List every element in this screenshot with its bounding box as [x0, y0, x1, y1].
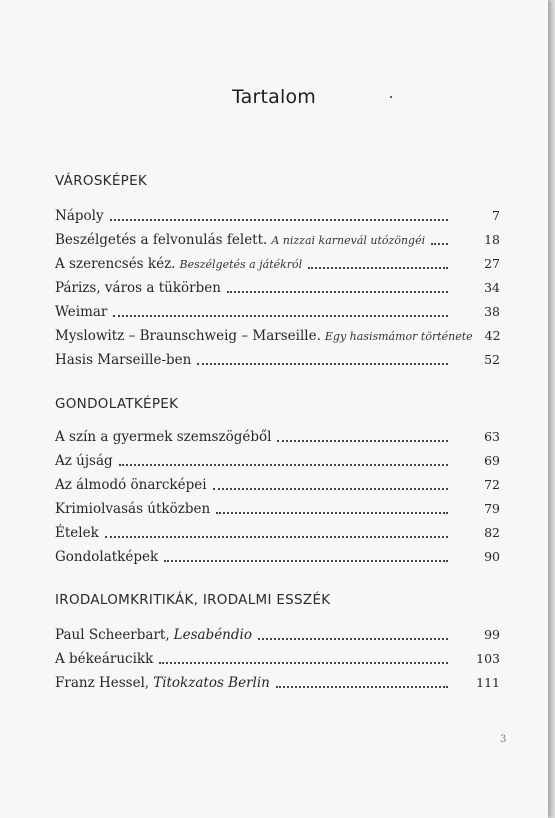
entry-page: 63 [484, 429, 500, 444]
entry-page: 82 [484, 525, 500, 540]
entry-subtitle: A nizzai karnevál utózöngéi [271, 234, 426, 247]
entry-title: Ételek [55, 525, 99, 541]
toc-entry [55, 206, 500, 226]
leader-dots [216, 511, 448, 514]
toc-entry [55, 547, 500, 567]
toc-entry [55, 230, 500, 250]
entry-page: 34 [484, 280, 500, 295]
entry-title: Nápoly [55, 208, 104, 224]
entry-page: 42 [484, 328, 501, 343]
entry-subtitle: Beszélgetés a játékról [179, 258, 303, 271]
page-number: 3 [500, 734, 507, 745]
toc-entry [55, 254, 500, 274]
entry-page: 90 [484, 549, 500, 564]
section-heading-varoskepek: VÁROSKÉPEK [55, 173, 148, 189]
toc-entry [55, 523, 500, 543]
entry-subtitle: Egy hasismámor története [324, 330, 473, 343]
toc-entry [55, 475, 500, 495]
toc-entry [55, 625, 500, 645]
toc-entry [55, 649, 500, 669]
leader-dots [227, 290, 448, 293]
entry-title: Hasis Marseille-ben [55, 352, 192, 368]
entry-page: 103 [476, 651, 500, 666]
entry-page: 99 [484, 627, 500, 642]
toc-entry [55, 302, 500, 322]
section-heading-irodalomkritikak: IRODALOMKRITIKÁK, IRODALMI ESSZÉK [55, 592, 331, 608]
entry-title: Párizs, város a tükörben [55, 280, 221, 296]
entry-title: Weimar [55, 304, 108, 320]
entry-title: A szín a gyermek szemszögéből [55, 429, 272, 445]
entry-page: 111 [476, 675, 500, 690]
toc-entry [55, 451, 500, 471]
entry-title: Az újság [55, 453, 113, 469]
toc-entry [55, 278, 500, 298]
leader-dots [258, 637, 448, 640]
entry-work: Titokzatos Berlin [153, 675, 270, 691]
leader-dots [431, 242, 448, 245]
entry-work: Lesabéndio [173, 627, 252, 643]
entry-page: 27 [484, 256, 500, 271]
toc-entry [55, 499, 500, 519]
toc-entry [55, 673, 500, 693]
entry-page: 72 [484, 477, 500, 492]
leader-dots [197, 362, 448, 365]
ink-speck [390, 96, 392, 98]
entry-title: Beszélgetés a felvonulás felett. [55, 232, 268, 248]
leader-dots [213, 487, 448, 490]
entry-page: 52 [484, 352, 500, 367]
entry-page: 18 [484, 232, 500, 247]
entry-title: Gondolatképek [55, 549, 159, 565]
section-heading-gondolatkepek: GONDOLATKÉPEK [55, 396, 179, 412]
leader-dots [119, 463, 448, 466]
leader-dots [105, 535, 448, 538]
entry-title: Myslowitz – Braunschweig – Marseille. [55, 328, 321, 344]
entry-page: 79 [484, 501, 500, 516]
leader-dots [110, 218, 448, 221]
entry-title: A szerencsés kéz. [55, 256, 176, 272]
leader-dots [308, 266, 448, 269]
leader-dots [276, 685, 448, 688]
toc-entry [55, 326, 500, 346]
leader-dots [277, 439, 448, 442]
entry-page: 7 [492, 208, 500, 223]
leader-dots [164, 559, 448, 562]
entry-page: 69 [484, 453, 500, 468]
leader-dots [159, 661, 448, 664]
toc-entry [55, 427, 500, 447]
entry-title: Az álmodó önarcképei [55, 477, 207, 493]
entry-author: Franz Hessel, [55, 675, 150, 691]
entry-title: Krimiolvasás útközben [55, 501, 211, 517]
toc-entry [55, 350, 500, 370]
page-title: Tartalom [231, 86, 317, 108]
entry-author: Paul Scheerbart, [55, 627, 170, 643]
entry-page: 38 [484, 304, 500, 319]
entry-title: A békeárucikk [55, 651, 154, 667]
leader-dots [113, 314, 448, 317]
